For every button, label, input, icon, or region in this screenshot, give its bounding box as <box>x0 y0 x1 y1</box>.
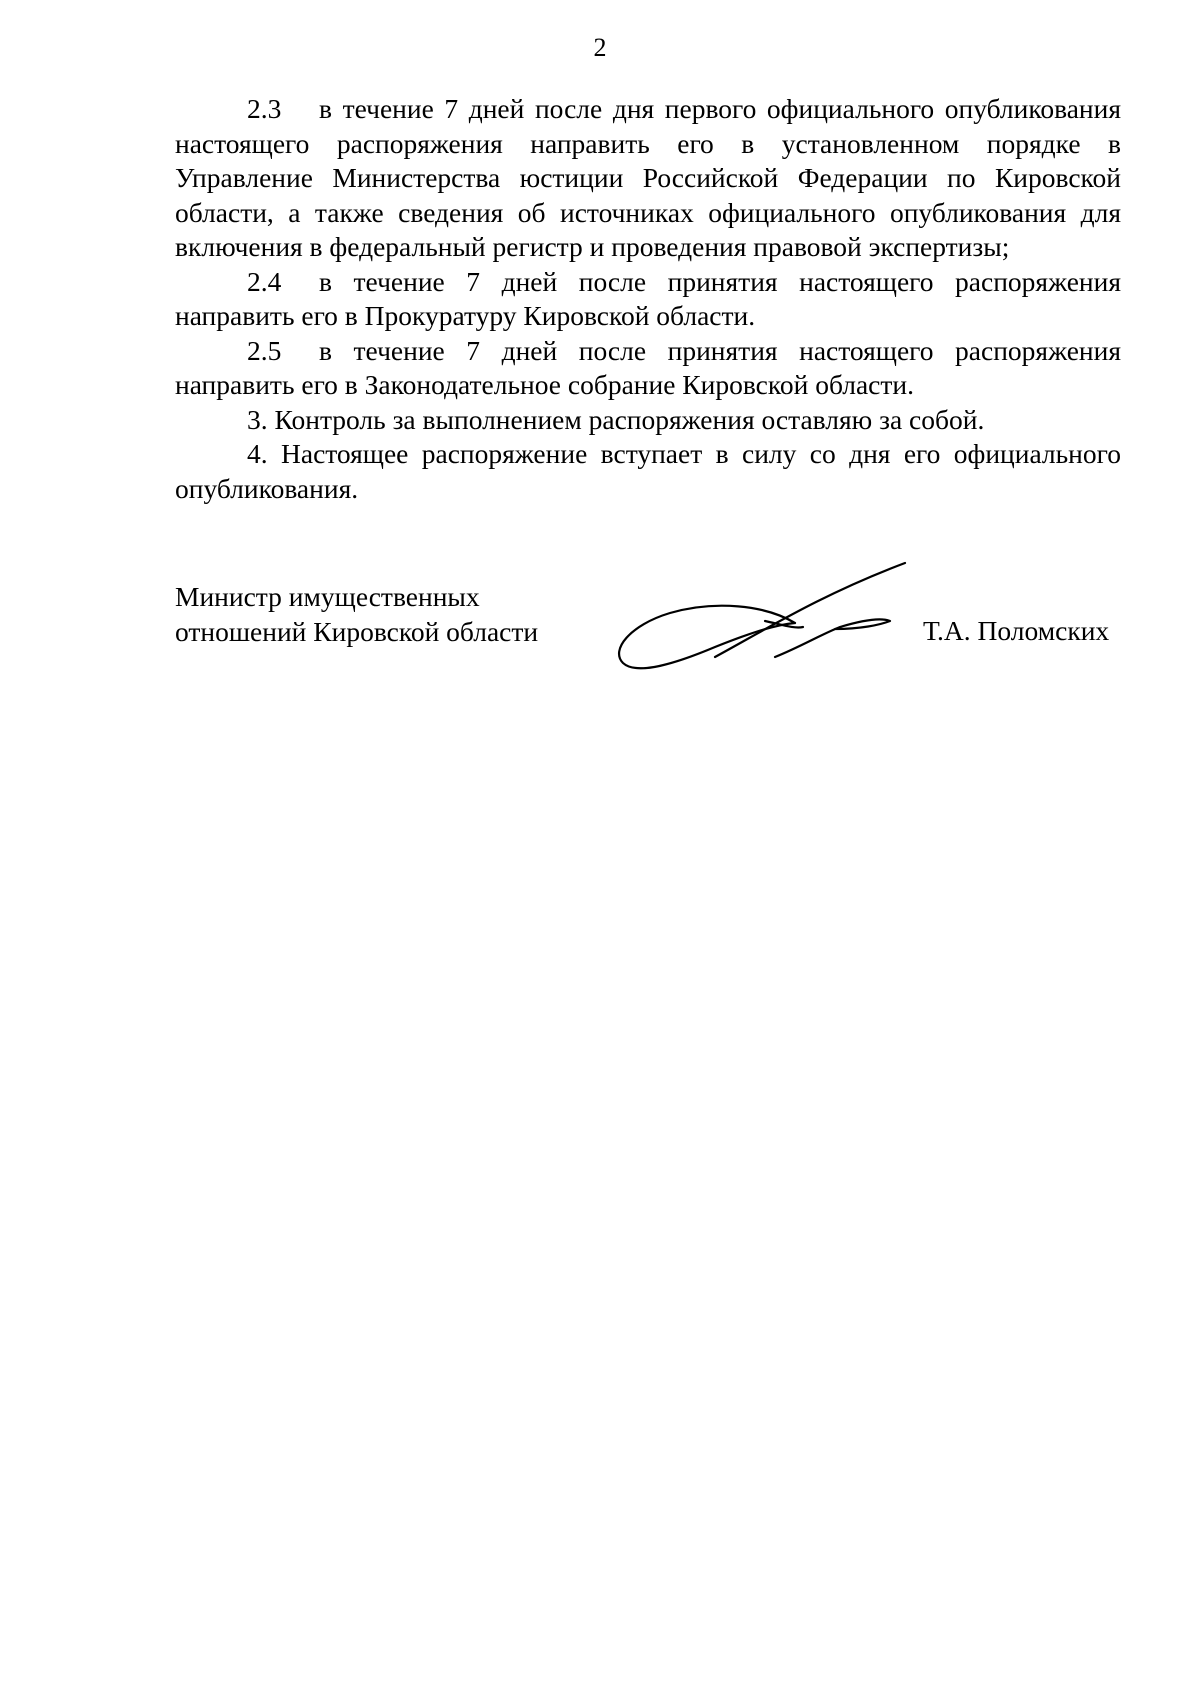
paragraph-2-5 <box>175 334 1121 403</box>
signature-tail-stroke <box>775 619 890 657</box>
handwritten-signature <box>615 555 915 685</box>
paragraph-text: в течение 7 дней после принятия настоящего распоряжения направить его в Законодательное собрание Кировской области. <box>175 334 1121 400</box>
paragraph-text: 3. Контроль за выполнением распоряжения оставляю за собой. <box>247 403 985 435</box>
signatory-title-line-2: отношений Кировской области <box>175 615 539 647</box>
signatory-title-line-1: Министр имущественных <box>175 581 480 612</box>
paragraph-number: 2.5 <box>247 334 282 366</box>
paragraph-2-4 <box>175 265 1121 334</box>
signature-diagonal-stroke <box>715 563 905 657</box>
paragraph-text: в течение 7 дней после принятия настоящего распоряжения направить его в Прокуратуру Кировской области. <box>175 265 1121 331</box>
page-number: 2 <box>593 33 607 62</box>
paragraph-number: 2.4 <box>247 265 282 297</box>
signatory-title <box>175 580 538 649</box>
paragraph-text: 4. Настоящее распоряжение вступает в силу со дня его официального опубликования. <box>175 438 1121 504</box>
signatory-name: Т.А. Поломских <box>923 615 1110 646</box>
document-body <box>175 92 1121 506</box>
paragraph-2-3 <box>175 92 1121 265</box>
paragraph-number: 2.3 <box>247 93 282 124</box>
signature-loop-stroke <box>619 606 795 669</box>
paragraph-4 <box>175 437 1121 506</box>
paragraph-3 <box>175 403 1121 438</box>
paragraph-text: в течение 7 дней после дня первого официального опубликования настоящего распоряжения направить его в установленном порядке в Управление Министерства юстиции Российской Федерации по Кировской области, а также сведения об источниках официального опубликования для включения в федеральный регистр и проведения правовой экспертизы; <box>175 93 1121 262</box>
